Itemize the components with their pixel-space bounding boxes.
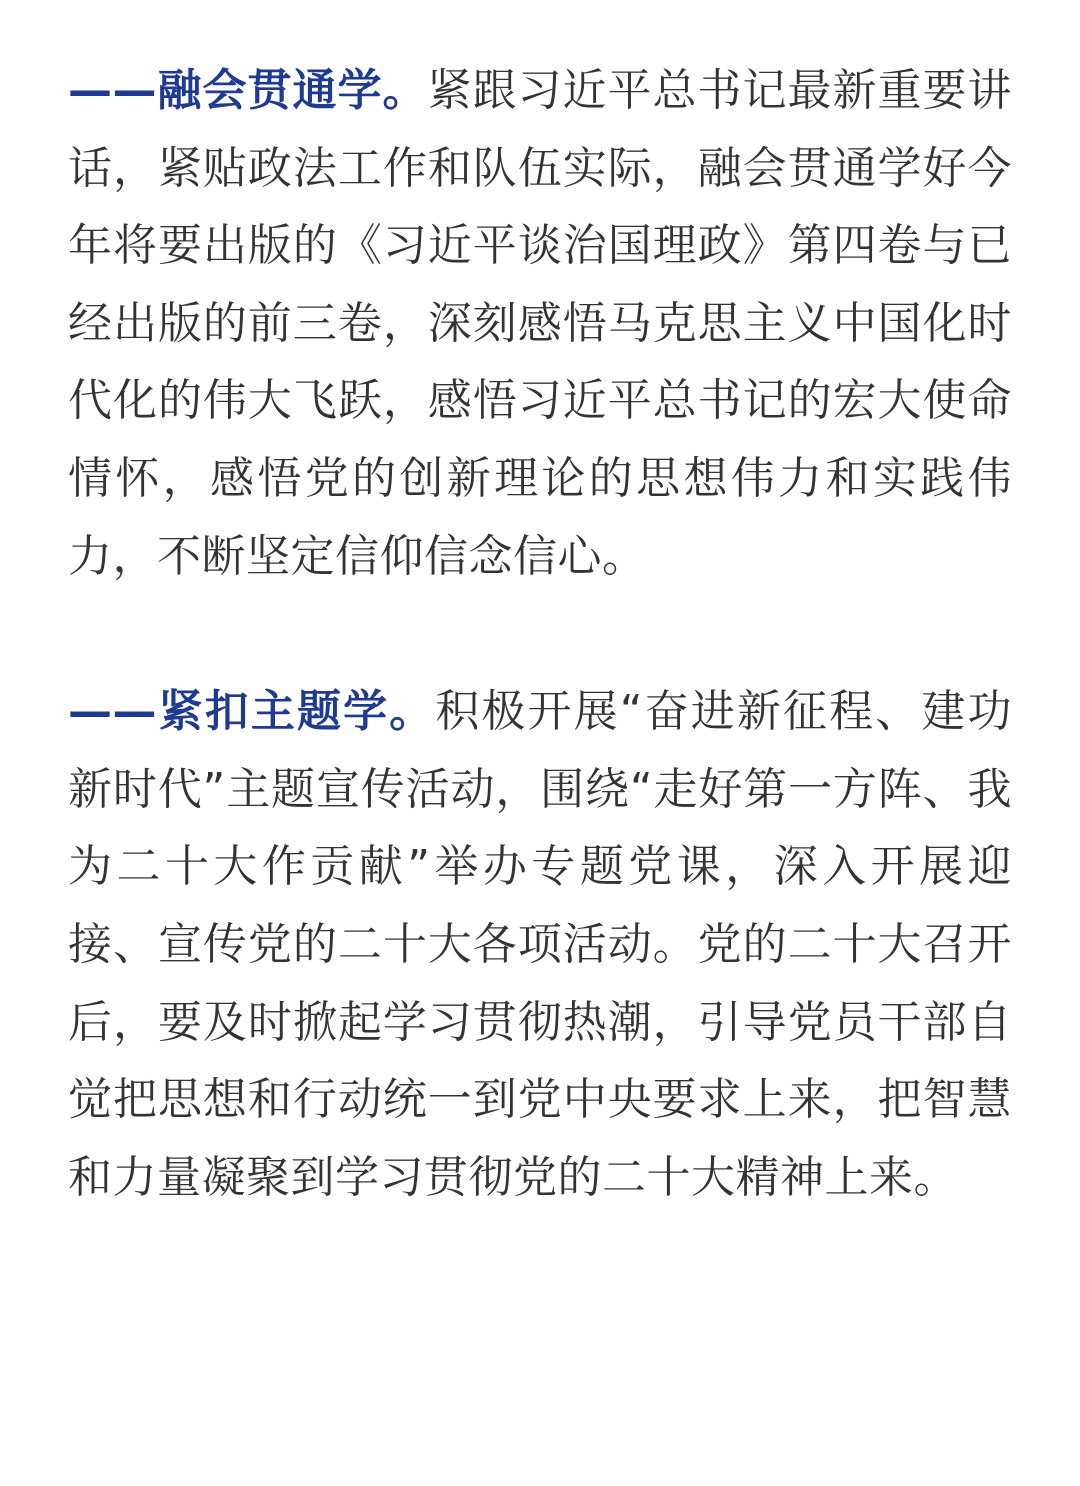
paragraph-integrated-study [68,52,1012,595]
paragraph-lead-heading: ——紧扣主题学。 [68,686,436,738]
paragraph-lead-heading: ——融会贯通学。 [68,65,428,116]
paragraph-theme-study [68,673,1012,1216]
article-body [68,52,1012,1216]
paragraph-body-text: 紧跟习近平总书记最新重要讲话，紧贴政法工作和队伍实际，融会贯通学好今年将要出版的《习近平谈治国理政》第四卷与已经出版的前三卷，深刻感悟马克思主义中国化时代化的伟大飞跃，感悟习近平总书记的宏大使命情怀，感悟党的创新理论的思想伟力和实践伟力，不断坚定信仰信念信心。 [68,65,1012,582]
paragraph-body-text: 积极开展“奋进新征程、建功新时代”主题宣传活动，围绕“走好第一方阵、我为二十大作贡献”举办专题党课，深入开展迎接、宣传党的二十大各项活动。党的二十大召开后，要及时掀起学习贯彻热潮，引导党员干部自觉把思想和行动统一到党中央要求上来，把智慧和力量凝聚到学习贯彻党的二十大精神上来。 [68,686,1012,1203]
